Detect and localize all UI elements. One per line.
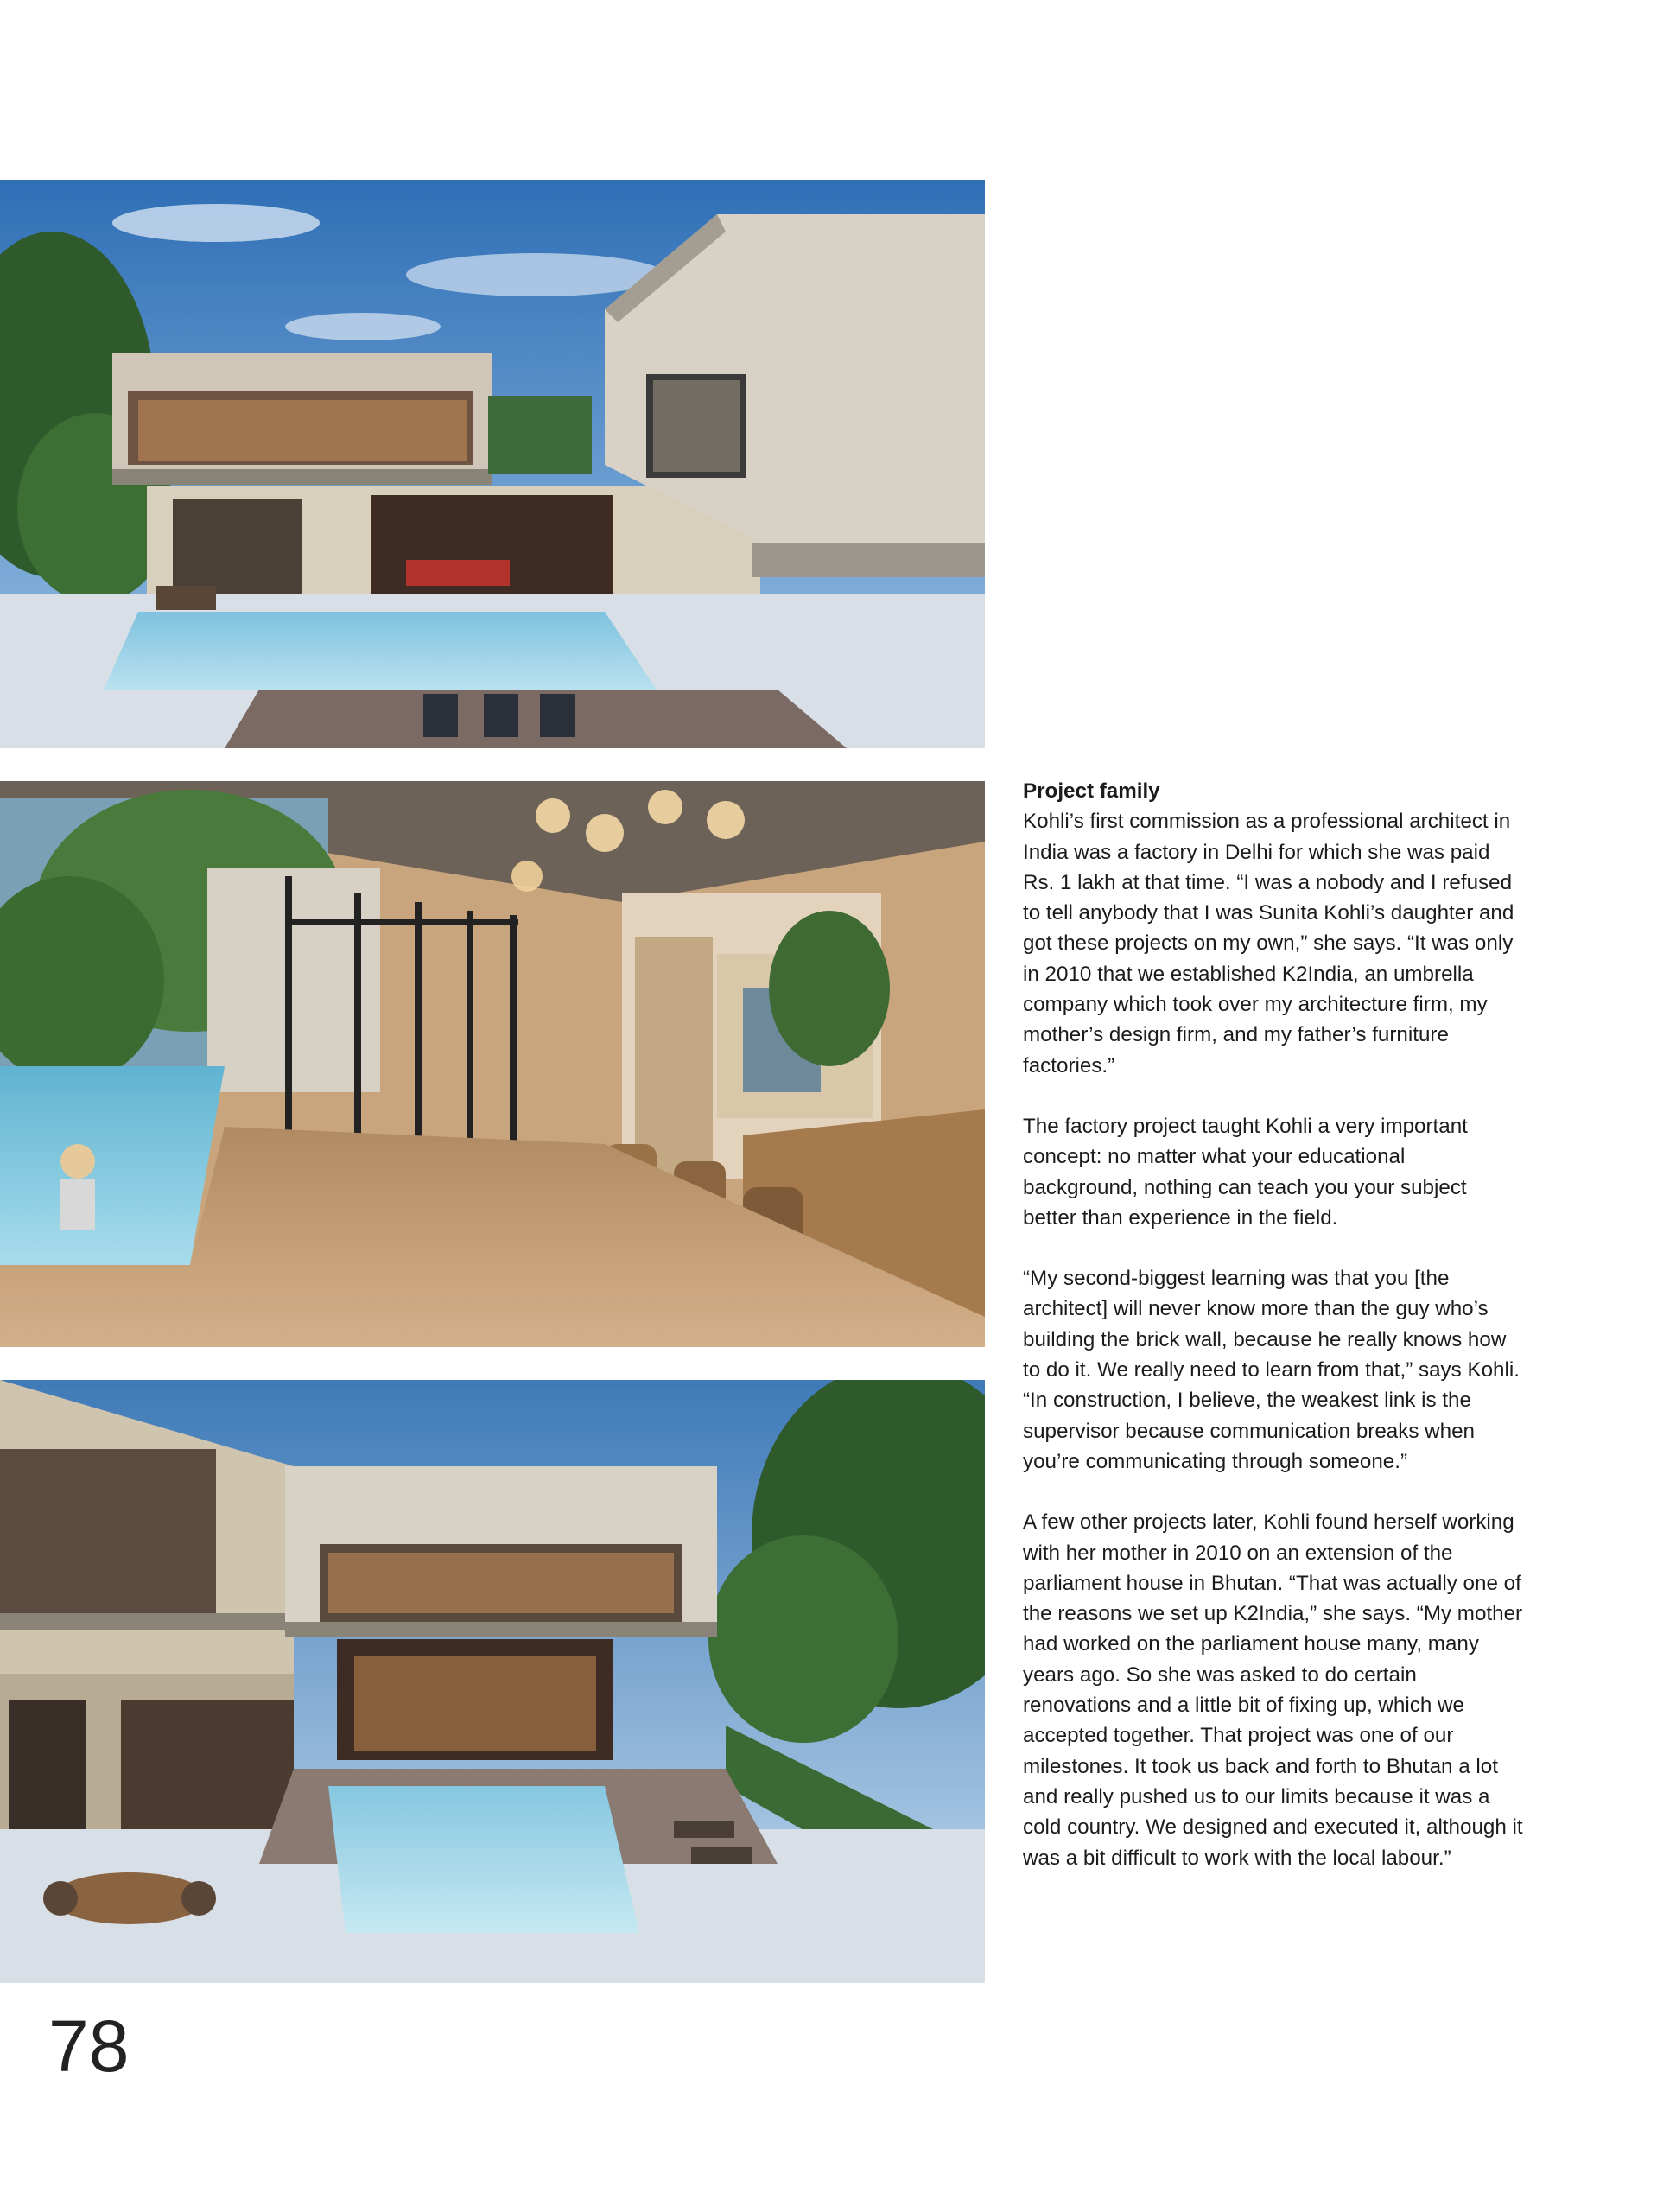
- article-paragraph: Kohli’s first commission as a professional architect in India was a factory in Delhi for which she was paid Rs. 1 lakh at that time. “I was a nobody and I refused to tell anybody that I was Sunita Kohli’s daughter and got these projects on my own,” she says. “It was only in 2010 that we established K2India, an umbrella company which took over my architecture firm, my mother’s design firm, and my father’s furniture factories.”: [1023, 810, 1514, 1077]
- article-paragraph: A few other projects later, Kohli found herself working with her mother in 2010 on an extension of the parliament house in Bhutan. “That was actually one of the reasons we set up K2India,” she says. “My mother had worked on the parliament house many, many years ago. So she was asked to do certain renovations and a little bit of fixing up, which we accepted together. That project was one of our milestones. It took us back and forth to Bhutan a lot and really pushed us to our limits because it was a cold country. We designed and executed it, although it was a bit difficult to work with the local labour.”: [1023, 1510, 1523, 1870]
- interior-bar-lounge-photo: [0, 781, 985, 1347]
- section-heading: Project family: [1023, 779, 1160, 803]
- house-rear-pool-photo: [0, 1380, 985, 1983]
- article-paragraph: “My second-biggest learning was that you [the architect] will never know more than the guy who’s building the brick wall, because he really knows how to do it. We really need to learn from that,” says Kohli. “In construction, I believe, the weakest link is the supervisor because communication breaks when you’re communicating through someone.”: [1023, 1267, 1520, 1473]
- house-exterior-pool-photo: [0, 180, 985, 748]
- article-text: [1023, 776, 1524, 1904]
- page-number: 78: [48, 2005, 130, 2087]
- article-paragraph: The factory project taught Kohli a very important concept: no matter what your educational background, nothing can teach you your subject better than experience in the field.: [1023, 1114, 1468, 1230]
